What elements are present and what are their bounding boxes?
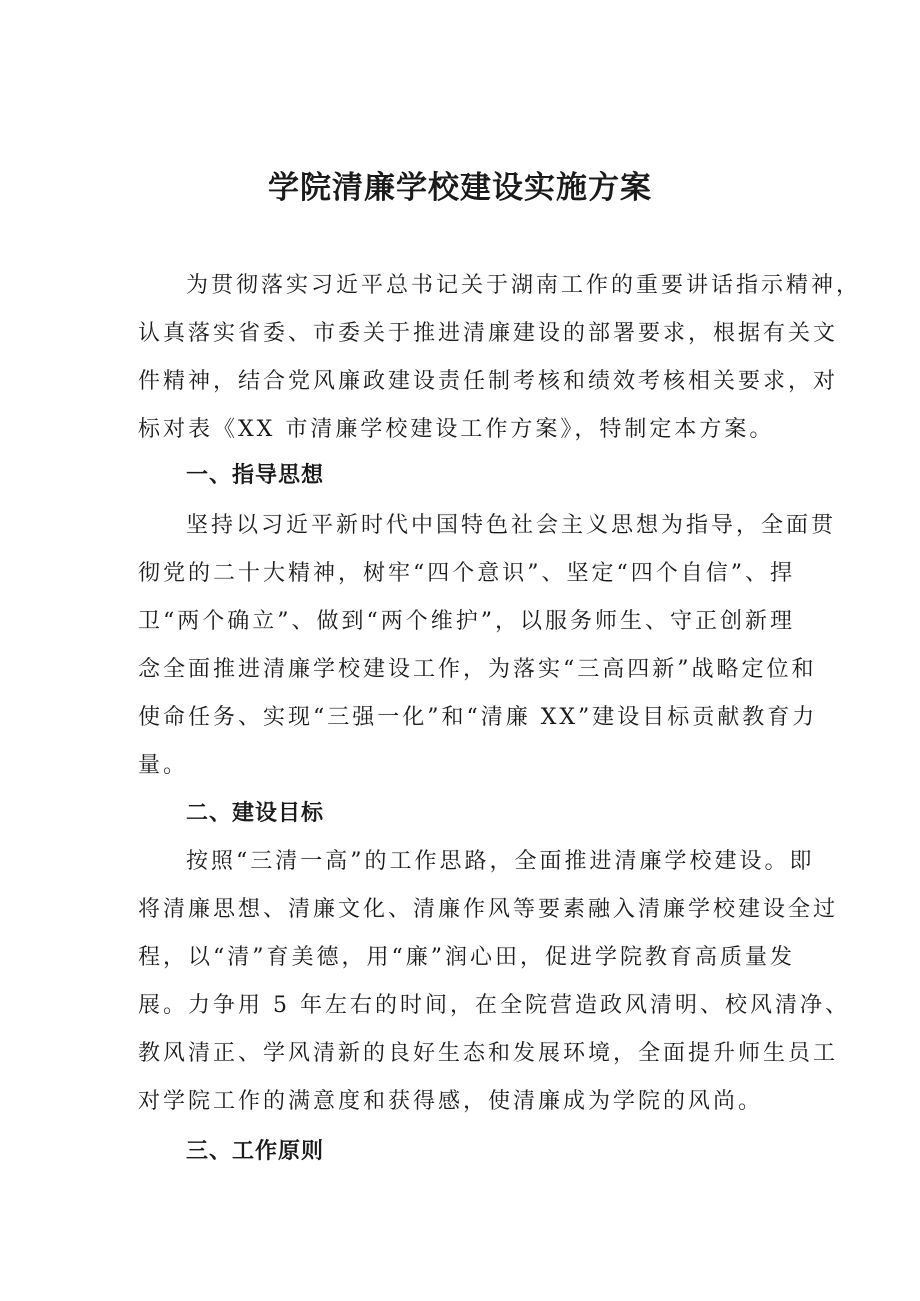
paragraph-line: 使命任务、实现“三强一化”和“清廉 XX”建设目标贡献教育力 — [138, 705, 818, 730]
paragraph-line: 对学院工作的满意度和获得感，使清廉成为学院的风尚。 — [138, 1089, 764, 1114]
paragraph-line: 量。 — [138, 753, 189, 778]
section-paragraph-construction-goals — [138, 838, 850, 1126]
paragraph-line: 展。力争用 5 年左右的时间，在全院营造政风清明、校风清净、 — [138, 993, 850, 1018]
paragraph-line: 认真落实省委、市委关于推进清廉建设的部署要求，根据有关文 — [138, 321, 839, 346]
document-title: 学院清廉学校建设实施方案 — [268, 170, 652, 206]
paragraph-line: 件精神，结合党风廉政建设责任制考核和绩效考核相关要求，对 — [138, 369, 839, 394]
paragraph-line: 标对表《XX 市清廉学校建设工作方案》，特制定本方案。 — [138, 417, 775, 442]
section-heading-construction-goals: 二、建设目标 — [186, 801, 325, 826]
paragraph-line: 卫“两个确立”、做到“两个维护”，以服务师生、守正创新理 — [138, 609, 795, 634]
paragraph-line: 将清廉思想、清廉文化、清廉作风等要素融入清廉学校建设全过 — [138, 897, 839, 922]
paragraph-line: 彻党的二十大精神，树牢“四个意识”、坚定“四个自信”、捍 — [138, 561, 795, 586]
section-heading-guiding-ideology: 一、指导思想 — [186, 463, 325, 488]
paragraph-line: 为贯彻落实习近平总书记关于湖南工作的重要讲话指示精神， — [186, 273, 862, 298]
paragraph-line: 教风清正、学风清新的良好生态和发展环境，全面提升师生员工 — [138, 1041, 839, 1066]
paragraph-line: 念全面推进清廉学校建设工作，为落实“三高四新”战略定位和 — [138, 657, 817, 682]
intro-paragraph — [138, 262, 862, 454]
paragraph-line: 坚持以习近平新时代中国特色社会主义思想为指导，全面贯 — [186, 513, 837, 538]
section-heading-working-principles: 三、工作原则 — [186, 1139, 325, 1164]
paragraph-line: 程，以“清”育美德，用“廉”润心田，促进学院教育高质量发 — [138, 945, 795, 970]
section-paragraph-guiding-ideology — [138, 502, 837, 790]
paragraph-line: 按照“三清一高”的工作思路，全面推进清廉学校建设。即 — [186, 849, 815, 874]
